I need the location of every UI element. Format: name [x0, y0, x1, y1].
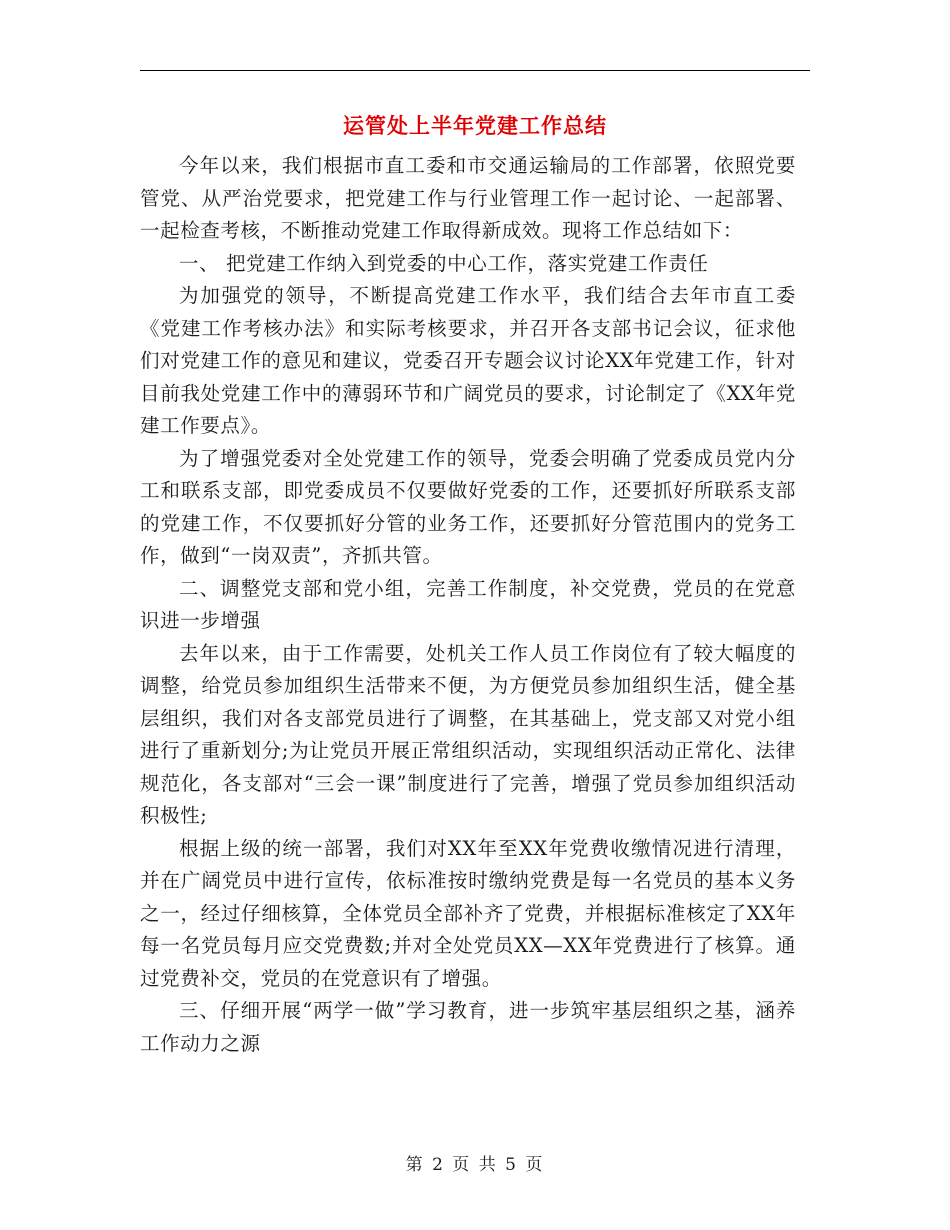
document-title: 运管处上半年党建工作总结 [343, 114, 607, 138]
paragraph: 去年以来，由于工作需要，处机关工作人员工作岗位有了较大幅度的调整，给党员参加组织生活带来不便，为方便党员参加组织生活，健全基层组织，我们对各支部党员进行了调整，在其基础上，党支部又对党小组进行了重新划分;为让党员开展正常组织活动，实现组织活动正常化、法律规范化，各支部对“三会一课”制度进行了完善，增强了党员参加组织活动积极性; [140, 641, 796, 827]
section-heading-2: 二、调整党支部和党小组，完善工作制度，补交党费，党员的在党意识进一步增强 [140, 576, 796, 632]
paragraph: 根据上级的统一部署，我们对XX年至XX年党费收缴情况进行清理，并在广阔党员中进行宣传，依标准按时缴纳党费是每一名党员的基本义务之一，经过仔细核算，全体党员全部补齐了党费，并根据标准核定了XX年每一名党员每月应交党费数;并对全处党员XX—XX年党费进行了核算。通过党费补交，党员的在党意识有了增强。 [140, 836, 796, 990]
section-heading-1: 一、 把党建工作纳入到党委的中心工作，落实党建工作责任 [179, 251, 709, 275]
paragraph-intro: 今年以来，我们根据市直工委和市交通运输局的工作部署，依照党要管党、从严治党要求，把党建工作与行业管理工作一起讨论、一起部署、一起检查考核，不断推动党建工作取得新成效。现将工作总结如下： [140, 154, 796, 242]
document-body [140, 150, 796, 1060]
header-rule [140, 70, 810, 71]
paragraph: 为了增强党委对全处党建工作的领导，党委会明确了党委成员党内分工和联系支部，即党委成员不仅要做好党委的工作，还要抓好所联系支部的党建工作，不仅要抓好分管的业务工作，还要抓好分管范围内的党务工作，做到“一岗双责”，齐抓共管。 [140, 446, 796, 567]
paragraph: 为加强党的领导，不断提高党建工作水平，我们结合去年市直工委《党建工作考核办法》和实际考核要求，并召开各支部书记会议，征求他们对党建工作的意见和建议，党委召开专题会议讨论XX年党建工作，针对目前我处党建工作中的薄弱环节和广阔党员的要求，讨论制定了《XX年党建工作要点》。 [140, 284, 796, 437]
section-heading-3: 三、仔细开展“两学一做”学习教育，进一步筑牢基层组织之基，涵养工作动力之源 [140, 999, 796, 1055]
page-number: 第 2 页 共 5 页 [405, 1155, 545, 1175]
